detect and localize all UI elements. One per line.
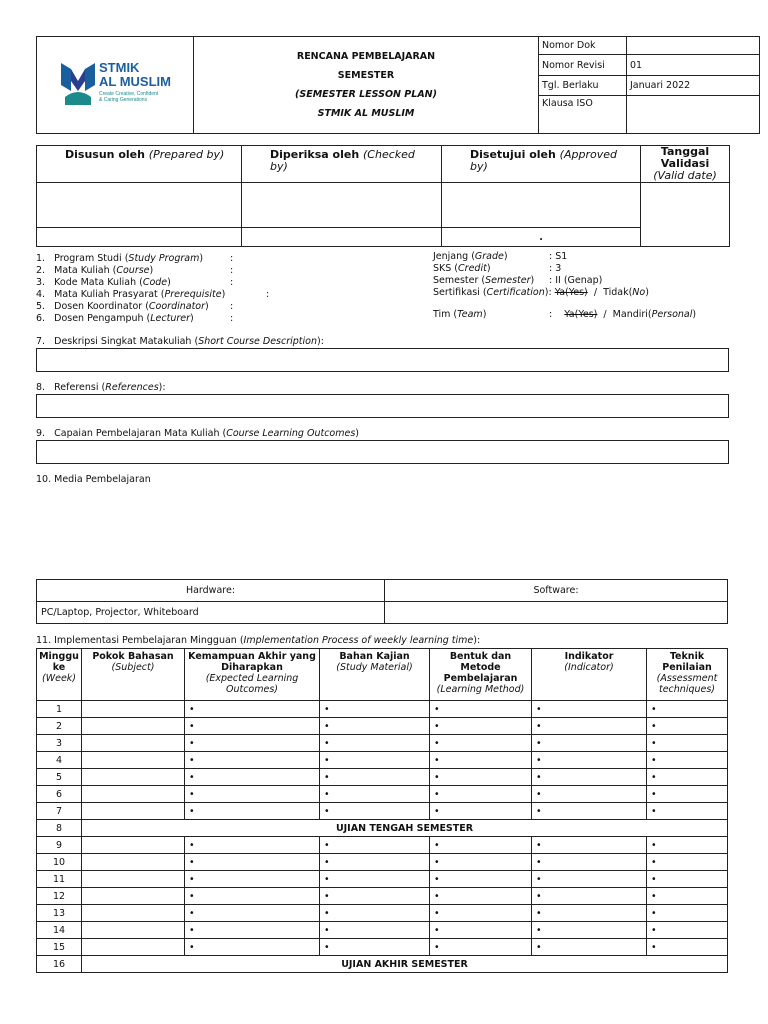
- col-subject-header: [82, 649, 185, 701]
- info-label-end: ): [199, 253, 204, 264]
- indicator-cell[interactable]: •: [532, 854, 647, 871]
- info-course: [36, 265, 296, 277]
- subject-cell[interactable]: [82, 701, 185, 718]
- indicator-cell[interactable]: •: [532, 735, 647, 752]
- col-assessment-label: Teknik Penilaian: [662, 651, 712, 673]
- method-cell[interactable]: •: [430, 854, 532, 871]
- assessment-cell[interactable]: •: [647, 837, 728, 854]
- iso-clause-label: Klausa ISO: [539, 96, 627, 134]
- table-row: [37, 939, 728, 956]
- info-semester: [433, 275, 733, 287]
- col-assessment-header: [647, 649, 728, 701]
- section-7-label: [36, 336, 324, 347]
- outcomes-cell[interactable]: •: [185, 735, 320, 752]
- indicator-cell[interactable]: •: [532, 786, 647, 803]
- outcomes-cell[interactable]: •: [185, 939, 320, 956]
- s8-label-end: ):: [158, 382, 166, 393]
- info-label: Kode Mata Kuliah (: [54, 277, 143, 288]
- software-value[interactable]: [385, 602, 728, 624]
- valid-date-label: Tanggal Validasi: [660, 145, 710, 170]
- outcomes-cell[interactable]: •: [185, 888, 320, 905]
- prepared-name-cell[interactable]: [37, 228, 242, 247]
- info-label-en: Study Program: [128, 253, 200, 264]
- outcomes-cell[interactable]: •: [185, 854, 320, 871]
- week-number: 6: [37, 786, 82, 803]
- valid-date-en: (Valid date): [653, 169, 717, 182]
- col-outcomes-label: Kemampuan Akhir yang Diharapkan: [188, 651, 316, 673]
- info-grade: [433, 251, 733, 263]
- table-row: [37, 922, 728, 939]
- outcomes-cell[interactable]: •: [185, 905, 320, 922]
- outcomes-cell[interactable]: •: [185, 786, 320, 803]
- table-row: [37, 718, 728, 735]
- week-number: 11: [37, 871, 82, 888]
- subject-cell[interactable]: [82, 769, 185, 786]
- document-title: [194, 37, 539, 134]
- col-subject-label: Pokok Bahasan: [92, 651, 174, 662]
- info-num: 4.: [36, 289, 46, 300]
- outcomes-cell[interactable]: •: [185, 769, 320, 786]
- subject-cell[interactable]: [82, 939, 185, 956]
- header-table: [36, 36, 760, 134]
- col-material-header: [320, 649, 430, 701]
- subject-cell[interactable]: [82, 752, 185, 769]
- title-line2: SEMESTER: [337, 70, 395, 81]
- assessment-cell[interactable]: •: [647, 769, 728, 786]
- grade-label-end: ): [503, 251, 508, 262]
- title-line1: RENCANA PEMBELAJARAN: [296, 51, 436, 62]
- semester-label-end: ): [530, 275, 535, 286]
- col-assessment-en: (Assessment techniques): [656, 673, 718, 695]
- checked-by-header: [242, 146, 442, 183]
- week-number: 12: [37, 888, 82, 905]
- info-colon: :: [230, 253, 234, 264]
- indicator-cell[interactable]: •: [532, 769, 647, 786]
- logo-cell: [37, 37, 194, 134]
- iso-clause-value: [627, 96, 760, 134]
- method-cell[interactable]: •: [430, 837, 532, 854]
- week-number: 15: [37, 939, 82, 956]
- info-colon: :: [230, 265, 234, 276]
- week-number: 4: [37, 752, 82, 769]
- table-row: [37, 837, 728, 854]
- indicator-cell[interactable]: •: [532, 752, 647, 769]
- team-label-end: ): [482, 309, 487, 320]
- indicator-cell[interactable]: •: [532, 888, 647, 905]
- cert-label-en: Certification: [486, 287, 545, 298]
- info-label: Dosen Pengampuh (: [54, 313, 151, 324]
- assessment-cell[interactable]: •: [647, 871, 728, 888]
- table-row: [37, 735, 728, 752]
- team-personal-option[interactable]: Mandiri(: [612, 309, 652, 320]
- signature-table: [36, 145, 730, 247]
- stmik-logo-icon: [61, 61, 95, 105]
- cert-label-end: ):: [544, 287, 552, 298]
- info-label-end: ): [167, 277, 171, 288]
- method-cell[interactable]: •: [430, 769, 532, 786]
- col-method-en: (Learning Method): [436, 684, 525, 695]
- method-cell[interactable]: •: [430, 786, 532, 803]
- info-label: Dosen Koordinator (: [54, 301, 149, 312]
- team-yes-option[interactable]: Ya(Yes): [564, 309, 598, 320]
- table-row: [37, 769, 728, 786]
- info-label-en: Prerequisite: [164, 289, 222, 300]
- team-personal-end: ): [692, 309, 697, 320]
- indicator-cell[interactable]: •: [532, 871, 647, 888]
- s7-label-en: Short Course Description: [198, 336, 317, 347]
- assessment-cell[interactable]: •: [647, 854, 728, 871]
- s7-label: 7. Deskripsi Singkat Matakuliah (: [36, 336, 199, 347]
- final-exam-row: UJIAN AKHIR SEMESTER: [82, 956, 728, 973]
- method-cell[interactable]: •: [430, 871, 532, 888]
- mid-exam-row: UJIAN TENGAH SEMESTER: [82, 820, 728, 837]
- col-outcomes-en: (Expected Learning Outcomes): [205, 673, 299, 695]
- col-subject-en: (Subject): [111, 662, 155, 673]
- assessment-cell[interactable]: •: [647, 786, 728, 803]
- cert-no-end: ): [645, 287, 649, 298]
- title-line4: STMIK AL MUSLIM: [317, 108, 415, 119]
- media-table: [36, 579, 728, 624]
- cert-label: Sertifikasi (: [433, 287, 487, 298]
- section-11-label: [36, 635, 480, 646]
- material-cell[interactable]: •: [320, 752, 430, 769]
- info-label-en: Code: [142, 277, 168, 288]
- info-num: 1.: [36, 253, 46, 264]
- info-label: Mata Kuliah Prasyarat (: [54, 289, 165, 300]
- material-cell[interactable]: •: [320, 854, 430, 871]
- info-num: 6.: [36, 313, 46, 324]
- material-cell[interactable]: •: [320, 735, 430, 752]
- info-credit: [433, 263, 733, 275]
- week-number: 13: [37, 905, 82, 922]
- references-box[interactable]: [36, 394, 729, 418]
- col-week-label: Minggu ke: [39, 651, 79, 673]
- indicator-cell[interactable]: •: [532, 718, 647, 735]
- info-label-en: Course: [116, 265, 150, 276]
- team-separator: /: [603, 309, 607, 320]
- subject-cell[interactable]: [82, 922, 185, 939]
- semester-value: : II (Genap): [549, 275, 603, 286]
- info-num: 2.: [36, 265, 46, 276]
- info-certification: [433, 287, 733, 299]
- info-label-en: Lecturer: [150, 313, 191, 324]
- week-number: 2: [37, 718, 82, 735]
- credit-label: SKS (: [433, 263, 459, 274]
- col-method-header: [430, 649, 532, 701]
- col-week-en: (Week): [42, 673, 76, 684]
- week-number: 9: [37, 837, 82, 854]
- s9-label-end: ): [355, 428, 360, 439]
- indicator-cell[interactable]: •: [532, 803, 647, 820]
- indicator-cell[interactable]: •: [532, 905, 647, 922]
- grade-label: Jenjang (: [433, 251, 475, 262]
- subject-cell[interactable]: [82, 905, 185, 922]
- table-row: [37, 820, 728, 837]
- grade-value: : S1: [549, 251, 568, 262]
- info-colon: :: [230, 313, 234, 324]
- valid-date-header: [641, 146, 730, 183]
- cert-separator: /: [593, 287, 598, 298]
- team-personal-en: Personal: [651, 309, 693, 320]
- assessment-cell[interactable]: •: [647, 939, 728, 956]
- outcomes-cell[interactable]: •: [185, 803, 320, 820]
- table-row: [37, 752, 728, 769]
- material-cell[interactable]: •: [320, 786, 430, 803]
- info-study-program: [36, 253, 296, 265]
- team-options: [549, 309, 696, 321]
- section-10-label: 10. Media Pembelajaran: [36, 474, 151, 485]
- material-cell[interactable]: •: [320, 888, 430, 905]
- week-number: 16: [37, 956, 82, 973]
- indicator-cell[interactable]: •: [532, 922, 647, 939]
- info-label-end: ): [221, 289, 226, 300]
- info-colon: :: [230, 277, 234, 288]
- col-method-label: Bentuk dan Metode Pembelajaran: [443, 651, 518, 684]
- title-line3: (SEMESTER LESSON PLAN): [295, 89, 437, 100]
- outcomes-cell[interactable]: •: [185, 752, 320, 769]
- method-cell[interactable]: •: [430, 735, 532, 752]
- team-colon: :: [549, 309, 553, 320]
- subject-cell[interactable]: [82, 854, 185, 871]
- team-label-en: Team: [457, 309, 483, 320]
- course-info-left: [36, 253, 296, 325]
- weekly-body: [37, 701, 728, 973]
- s8-label: 8. Referensi (: [36, 382, 106, 393]
- week-number: 7: [37, 803, 82, 820]
- indicator-cell[interactable]: •: [532, 837, 647, 854]
- table-row: [37, 786, 728, 803]
- method-cell[interactable]: •: [430, 701, 532, 718]
- method-cell[interactable]: •: [430, 888, 532, 905]
- material-cell[interactable]: •: [320, 718, 430, 735]
- info-coordinator: [36, 301, 296, 313]
- week-number: 1: [37, 701, 82, 718]
- table-row: [37, 701, 728, 718]
- info-prerequisite: [36, 289, 296, 301]
- logo-line2: AL MUSLIM: [99, 74, 171, 89]
- info-colon: :: [230, 301, 234, 312]
- material-cell[interactable]: •: [320, 769, 430, 786]
- subject-cell[interactable]: [82, 888, 185, 905]
- section-9-label: [36, 428, 359, 439]
- software-header: Software:: [385, 580, 728, 602]
- s9-label: 9. Capaian Pembelajaran Mata Kuliah (: [36, 428, 227, 439]
- table-row: [37, 871, 728, 888]
- hardware-value[interactable]: PC/Laptop, Projector, Whiteboard: [37, 602, 385, 624]
- col-outcomes-header: [185, 649, 320, 701]
- material-cell[interactable]: •: [320, 871, 430, 888]
- s11-label-end: ):: [473, 635, 481, 646]
- valid-date-cell[interactable]: [641, 183, 730, 247]
- material-cell[interactable]: •: [320, 837, 430, 854]
- s9-label-en: Course Learning Outcomes: [226, 428, 356, 439]
- assessment-cell[interactable]: •: [647, 888, 728, 905]
- course-info-right: [433, 251, 733, 321]
- indicator-cell[interactable]: •: [532, 939, 647, 956]
- section-8-label: [36, 382, 166, 393]
- info-label-end: ): [190, 313, 194, 324]
- week-number: 10: [37, 854, 82, 871]
- assessment-cell[interactable]: •: [647, 718, 728, 735]
- info-num: 5.: [36, 301, 46, 312]
- info-label-en: Coordinator: [148, 301, 206, 312]
- week-number: 3: [37, 735, 82, 752]
- material-cell[interactable]: •: [320, 922, 430, 939]
- material-cell[interactable]: •: [320, 905, 430, 922]
- outcomes-cell[interactable]: •: [185, 871, 320, 888]
- subject-cell[interactable]: [82, 735, 185, 752]
- weekly-plan-table: [36, 648, 728, 973]
- col-indicator-label: Indikator: [564, 651, 614, 662]
- material-cell[interactable]: •: [320, 939, 430, 956]
- week-number: 5: [37, 769, 82, 786]
- doc-number-value: [627, 37, 760, 55]
- approved-name-cell[interactable]: .: [442, 228, 641, 247]
- checked-signature-cell[interactable]: [242, 183, 442, 228]
- subject-cell[interactable]: [82, 871, 185, 888]
- course-description-box[interactable]: [36, 348, 729, 372]
- revision-value: 01: [627, 55, 760, 75]
- material-cell[interactable]: •: [320, 803, 430, 820]
- col-indicator-en: (Indicator): [564, 662, 614, 673]
- s8-label-en: References: [105, 382, 159, 393]
- week-number: 8: [37, 820, 82, 837]
- logo-line1: STMIK: [99, 60, 140, 75]
- team-label: Tim (: [433, 309, 458, 320]
- checked-name-cell[interactable]: [242, 228, 442, 247]
- week-number: 14: [37, 922, 82, 939]
- prepared-signature-cell[interactable]: [37, 183, 242, 228]
- info-colon: :: [266, 289, 270, 300]
- doc-number-label: Nomor Dok: [539, 37, 627, 55]
- col-indicator-header: [532, 649, 647, 701]
- learning-outcomes-box[interactable]: [36, 440, 729, 464]
- info-num: 3.: [36, 277, 46, 288]
- hardware-header: Hardware:: [37, 580, 385, 602]
- col-week-header: [37, 649, 82, 701]
- semester-label: Semester (: [433, 275, 486, 286]
- outcomes-cell[interactable]: •: [185, 701, 320, 718]
- prepared-by-label: Disusun oleh: [65, 148, 145, 161]
- approved-by-en: (Approved by): [470, 148, 617, 173]
- s11-label-en: Implementation Process of weekly learning time: [243, 635, 474, 646]
- outcomes-cell[interactable]: •: [185, 718, 320, 735]
- grade-label-en: Grade: [474, 251, 504, 262]
- checked-by-en: (Checked by): [270, 148, 415, 173]
- col-material-en: (Study Material): [336, 662, 413, 673]
- table-row: [37, 803, 728, 820]
- method-cell[interactable]: •: [430, 803, 532, 820]
- approved-signature-cell[interactable]: [442, 183, 641, 228]
- prepared-by-en: (Prepared by): [148, 148, 225, 161]
- info-label-end: ): [149, 265, 154, 276]
- table-row: [37, 956, 728, 973]
- approved-by-label: Disetujui oleh: [470, 148, 556, 161]
- method-cell[interactable]: •: [430, 922, 532, 939]
- info-code: [36, 277, 296, 289]
- subject-cell[interactable]: [82, 803, 185, 820]
- prepared-by-header: [37, 146, 242, 183]
- table-row: [37, 888, 728, 905]
- subject-cell[interactable]: [82, 786, 185, 803]
- info-label-end: ): [205, 301, 209, 312]
- outcomes-cell[interactable]: •: [185, 922, 320, 939]
- info-team: [433, 309, 733, 321]
- method-cell[interactable]: •: [430, 905, 532, 922]
- col-material-label: Bahan Kajian: [339, 651, 410, 662]
- assessment-cell[interactable]: •: [647, 803, 728, 820]
- s11-label: 11. Implementasi Pembelajaran Mingguan (: [36, 635, 244, 646]
- cert-no-option[interactable]: Tidak(: [603, 287, 633, 298]
- method-cell[interactable]: •: [430, 718, 532, 735]
- table-row: [37, 854, 728, 871]
- table-row: [37, 905, 728, 922]
- subject-cell[interactable]: [82, 718, 185, 735]
- assessment-cell[interactable]: •: [647, 735, 728, 752]
- indicator-cell[interactable]: •: [532, 701, 647, 718]
- material-cell[interactable]: •: [320, 701, 430, 718]
- info-label: Program Studi (: [54, 253, 129, 264]
- assessment-cell[interactable]: •: [647, 752, 728, 769]
- semester-label-en: Semester: [485, 275, 531, 286]
- s7-label-end: ):: [317, 336, 324, 347]
- revision-label: Nomor Revisi: [539, 55, 627, 75]
- assessment-cell[interactable]: •: [647, 701, 728, 718]
- effective-date-label: Tgl. Berlaku: [539, 75, 627, 95]
- info-label: Mata Kuliah (: [54, 265, 117, 276]
- outcomes-cell[interactable]: •: [185, 837, 320, 854]
- method-cell[interactable]: •: [430, 752, 532, 769]
- logo-tagline1: Create Creative, Confident: [99, 91, 159, 97]
- credit-value: : 3: [549, 263, 562, 274]
- approved-by-header: [442, 146, 641, 183]
- subject-cell[interactable]: [82, 837, 185, 854]
- assessment-cell[interactable]: •: [647, 905, 728, 922]
- credit-label-end: ): [486, 263, 491, 274]
- assessment-cell[interactable]: •: [647, 922, 728, 939]
- checked-by-label: Diperiksa oleh: [270, 148, 360, 161]
- credit-label-en: Credit: [458, 263, 487, 274]
- effective-date-value: Januari 2022: [627, 75, 760, 95]
- method-cell[interactable]: •: [430, 939, 532, 956]
- logo-tagline2: & Caring Generations: [99, 97, 148, 103]
- cert-no-en: No: [632, 287, 646, 298]
- cert-yes-option[interactable]: Ya(Yes): [554, 287, 588, 298]
- info-lecturer: [36, 313, 296, 325]
